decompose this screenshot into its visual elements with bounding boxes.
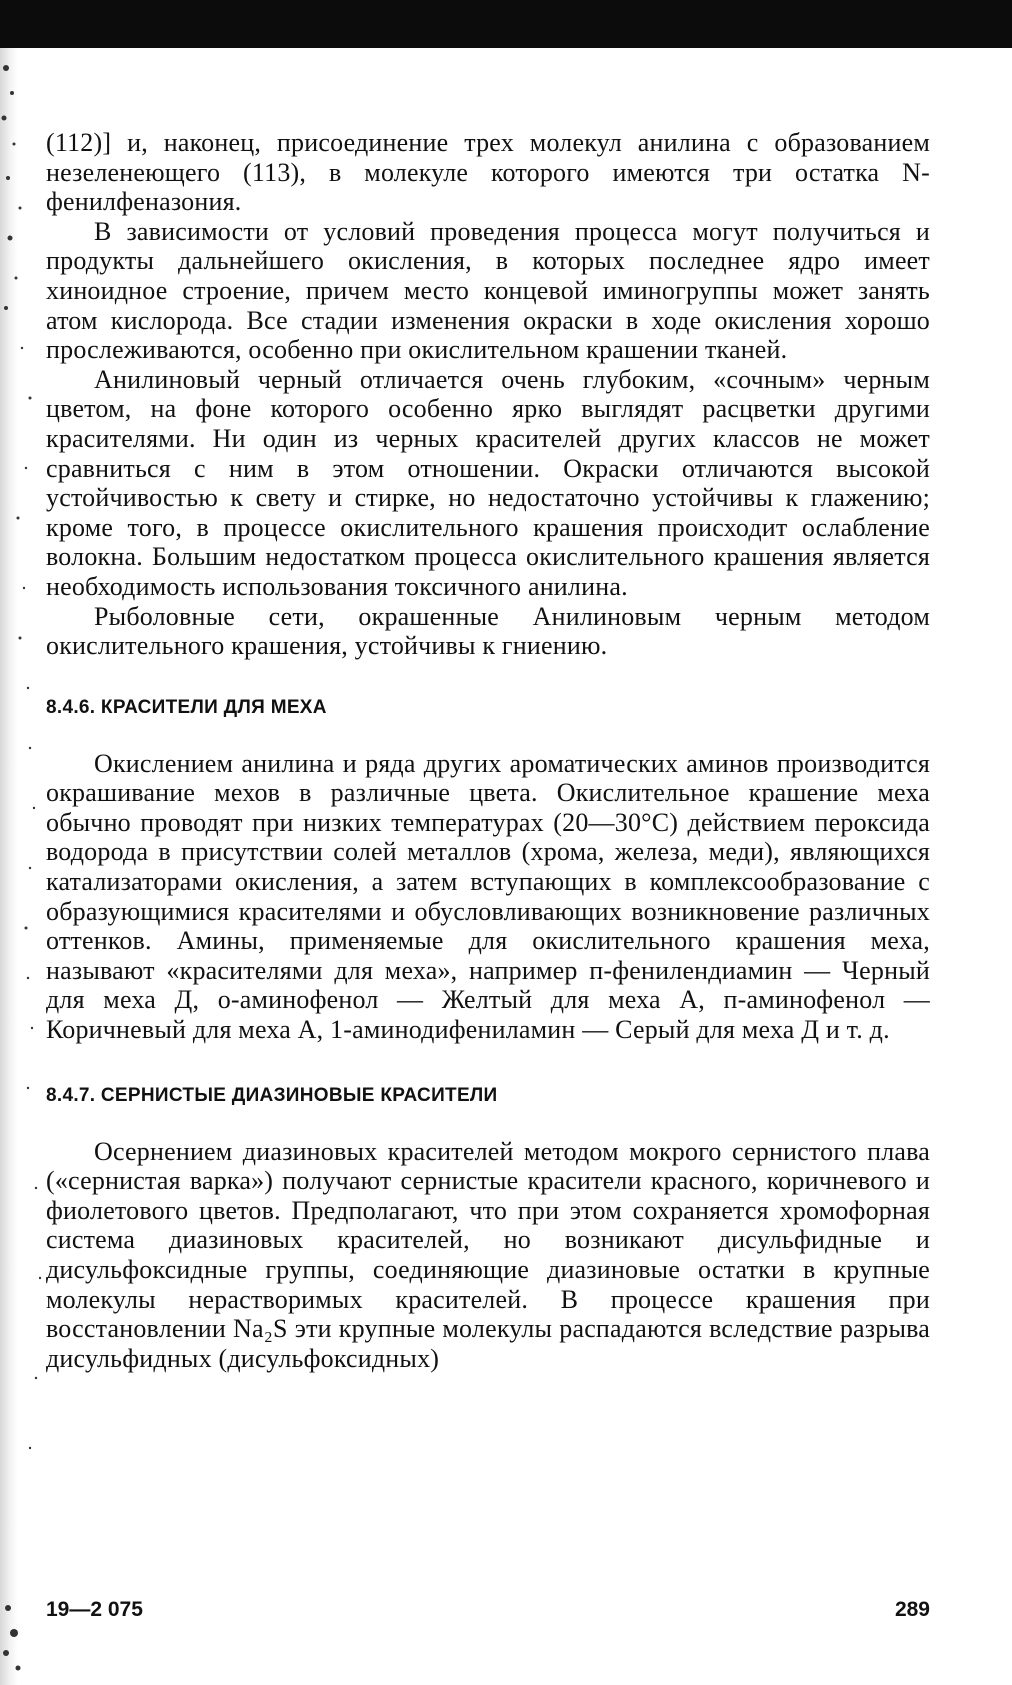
scan-noise-specks (0, 48, 50, 1685)
paragraph-fur-dyes: Окислением анилина и ряда других ароматических аминов производится окрашивание мехов в различные цвета. Окислительное крашение меха обычно проводят при низких температурах (20—30°С) действием пероксида водорода в присутствии солей металлов (хрома, железа, меди), являющихся катализаторами окисления, а затем вступающих в комплексообразование с образующимися красителями и обусловливающих возникновение различных оттенков. Амины, применяемые для окислительного крашения меха, называют «красителями для меха», например п-фенилендиамин — Черный для меха Д, о-аминофенол — Желтый для меха А, п-аминофенол — Коричневый для меха А, 1-аминодифениламин — Серый для меха Д и т. д. (46, 748, 930, 1045)
printer-signature: 19—2 075 (46, 1598, 143, 1621)
paragraph-aniline-black: Анилиновый черный отличается очень глубоким, «сочным» черным цветом, на фоне которого особенно ярко выглядят расцветки другими красителями. Ни один из черных красителей других классов не может сравниться с ним в этом отношении. Окраски отличаются высокой устойчивостью к свету и стирке, но недостаточно устойчивы к глажению; кроме того, в процессе окислительного крашения происходит ослабление волокна. Большим недостатком процесса окислительного крашения является необходимость использования токсичного анилина. (46, 364, 930, 601)
section-heading-sulfur-diazine-dyes: 8.4.7. СЕРНИСТЫЕ ДИАЗИНОВЫЕ КРАСИТЕЛИ (46, 1084, 498, 1106)
paragraph-continuation: (112)] и, наконец, присоединение трех молекул анилина с образованием незеленеющего (113), в молекуле которого имеются три остатка N-фенилфеназония. (46, 128, 930, 217)
scan-top-border (0, 0, 1012, 48)
paragraph-oxidation-products: В зависимости от условий проведения процесса могут получиться и продукты дальнейшего окисления, в которых последнее ядро имеет хиноидное строение, причем место концевой иминогруппы может занять атом кислорода. Все стадии изменения окраски в ходе окисления хорошо прослеживаются, особенно при окислительном крашении тканей. (46, 216, 930, 365)
spacer (46, 1045, 930, 1085)
page-footer (46, 1598, 930, 1628)
section-heading-fur-dyes: 8.4.6. КРАСИТЕЛИ ДЛЯ МЕХА (46, 696, 327, 718)
book-page (46, 128, 930, 1373)
page-number: 289 (894, 1598, 930, 1621)
paragraph-fishing-nets: Рыболовные сети, окрашенные Анилиновым черным методом окислительного крашения, устойчивы к гниению. (46, 601, 930, 661)
paragraph-sulfur-diazine-dyes: Осернением диазиновых красителей методом мокрого сернистого плава («сернистая варка») получают сернистые красители красного, коричневого и фиолетового цветов. Предполагают, что при этом сохраняется хромофорная система диазиновых красителей, но возникают дисульфидные и дисульфоксидные группы, соединяющие диазиновые остатки в крупные молекулы нерастворимых красителей. В процессе крашения при восстановлении Na₂S эти крупные молекулы распадаются вследствие разрыва дисульфидных (дисульфоксидных) (46, 1136, 930, 1373)
spacer (46, 1107, 930, 1137)
spacer (46, 719, 930, 749)
spacer (46, 661, 930, 697)
